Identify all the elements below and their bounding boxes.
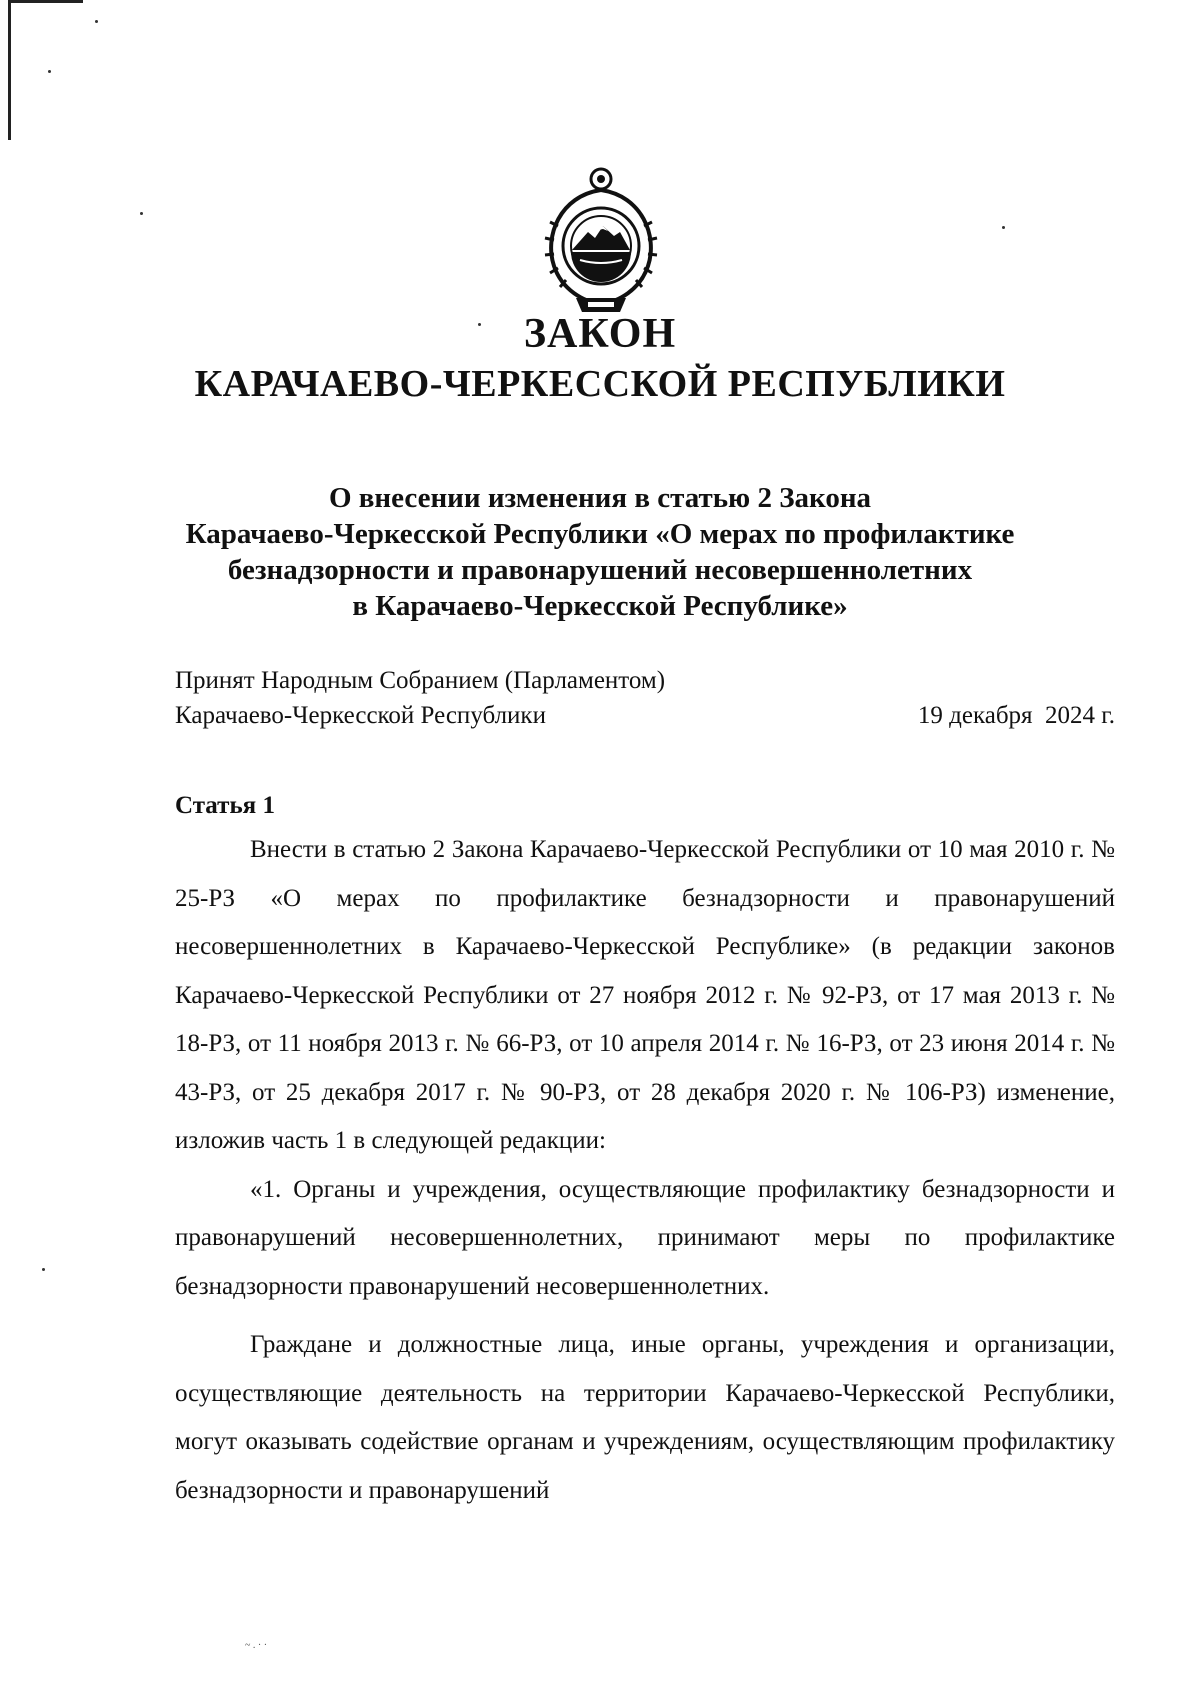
adoption-date: 19 декабря 2024 г. bbox=[917, 702, 1115, 729]
law-title: ЗАКОН bbox=[523, 311, 677, 357]
scan-speck bbox=[95, 20, 98, 23]
subtitle-line: Карачаево-Черкесской Республики «О мерах по профилактике bbox=[185, 518, 1015, 550]
adoption-line bbox=[175, 663, 1115, 698]
subtitle-line: О внесении изменения в статью 2 Закона bbox=[328, 482, 872, 514]
adopted-by: Принят Народным Собранием (Парламентом) bbox=[175, 667, 666, 694]
subtitle-line: в Карачаево-Черкесской Республике» bbox=[352, 590, 848, 622]
republic-title: КАРАЧАЕВО-ЧЕРКЕССКОЙ РЕСПУБЛИКИ bbox=[194, 363, 1006, 405]
adoption-block bbox=[175, 663, 1115, 733]
article-heading: Статья 1 bbox=[175, 792, 275, 819]
scan-footer-mark: ~ . · · bbox=[245, 1640, 268, 1651]
article-paragraph: Внести в статью 2 Закона Карачаево-Черкесской Республики от 10 мая 2010 г. № 25-РЗ «О мерах по профилактике безнадзорности и правонарушений несовершеннолетних в Карачаево-Черкесской Республике» (в редакции законов Карачаево-Черкесской Республики от 27 ноября 2012 г. № 92-РЗ, от 17 мая 2013 г. № 18-РЗ, от 11 ноября 2013 г. № 66-РЗ, от 10 апреля 2014 г. № 16-РЗ, от 23 июня 2014 г. № 43-РЗ, от 25 декабря 2017 г. № 90-РЗ, от 28 декабря 2020 г. № 106-РЗ) изменение, изложив часть 1 в следующей редакции: bbox=[175, 836, 1115, 1154]
article-paragraph: Граждане и должностные лица, иные органы, учреждения и организации, осуществляющие деятельность на территории Карачаево-Черкесской Республики, могут оказывать содействие органам и учреждениям, осуществляющим профилактику безнадзорности и правонарушений bbox=[175, 1331, 1115, 1504]
scan-speck bbox=[42, 1268, 45, 1271]
scan-corner-mark bbox=[8, 0, 11, 140]
law-subtitle bbox=[150, 480, 1050, 624]
adoption-line bbox=[175, 698, 1115, 733]
scan-corner-mark bbox=[8, 0, 83, 3]
subtitle-line: безнадзорности и правонарушений несовершеннолетних bbox=[227, 554, 973, 586]
coat-of-arms-icon bbox=[540, 166, 662, 318]
scan-speck bbox=[140, 212, 143, 215]
scan-speck bbox=[1002, 226, 1005, 229]
scan-speck bbox=[48, 70, 51, 73]
article-body bbox=[175, 826, 1115, 1515]
adopted-by-republic: Карачаево-Черкесской Республики bbox=[175, 702, 546, 729]
article-paragraph: «1. Органы и учреждения, осуществляющие профилактику безнадзорности и правонарушений несовершеннолетних, принимают меры по профилактике безнадзорности правонарушений несовершеннолетних. bbox=[175, 1175, 1115, 1300]
